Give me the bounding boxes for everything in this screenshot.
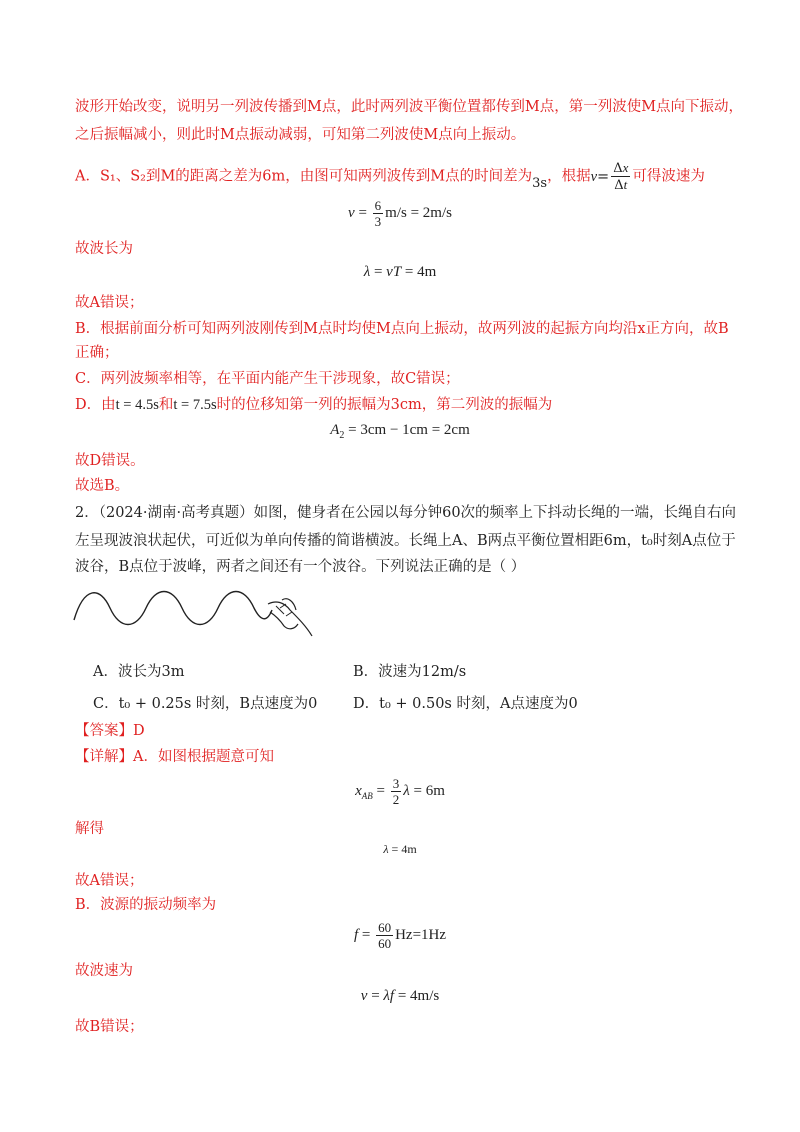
- text-line: 故A错误；: [75, 873, 144, 889]
- equation-frequency: f = $\frac{60}{60}$ Hz=1Hz: [353, 920, 447, 951]
- math-inline: t = 4.5s: [115, 397, 159, 413]
- text-line: [75, 160, 740, 193]
- text-segment: ，根据: [547, 168, 591, 185]
- text-line: 故波长为: [75, 241, 133, 257]
- rope-wave-figure: [72, 580, 317, 638]
- text-line: B．根据前面分析可知两列波刚传到M点时均使M点向上振动，故两列波的起振方向均沿x正方向，故B: [75, 321, 729, 337]
- text-line: B．波源的振动频率为: [75, 897, 217, 913]
- equation-xab: $x_{AB}$ = $\frac{3}{2}$ λ = 6m: [355, 776, 445, 807]
- question-text: 2．（2024·湖南·高考真题）如图，健身者在公园以每分钟60次的频率上下抖动长绳的一端，长绳自右向: [75, 505, 737, 521]
- equation-speed-2: v = λf = 4m/s: [360, 988, 440, 1004]
- text-segment: A．S₁、S₂到M的距离之差为6m，由图可知两列波传到M点的时间差为: [75, 168, 533, 185]
- text-line: 波形开始改变，说明另一列波传播到M点，此时两列波平衡位置都传到M点，第一列波使M点向下振动，: [75, 99, 744, 115]
- equation-amplitude: $A_2 = 3cm - 1cm = 2cm$: [330, 422, 470, 441]
- text-line: 正确；: [75, 345, 119, 361]
- text-line: 故B错误；: [75, 1019, 144, 1035]
- text-line: 故A错误；: [75, 295, 144, 311]
- equation-wavelength: λ = vT = 4m: [363, 264, 437, 280]
- text-line: 故选B。: [75, 478, 130, 494]
- text-line: 之后振幅减小，则此时M点振动减弱，可知第二列波使M点向上振动。: [75, 127, 526, 143]
- text-segment: 和: [158, 397, 174, 413]
- equation-lambda: λ = 4m: [383, 842, 417, 856]
- text-segment: 可得波速为: [632, 168, 705, 185]
- question-text: 波谷，B点位于波峰，两者之间还有一个波谷。下列说法正确的是（ ）: [75, 559, 526, 575]
- text-line: 故D错误。: [75, 453, 145, 469]
- question-text: 左呈现波浪状起伏，可近似为单向传播的简谐横波。长绳上A、B两点平衡位置相距6m，t₀时刻A点位于: [75, 533, 736, 549]
- math-inline: t = 7.5s: [173, 397, 217, 413]
- answer-line: 【答案】D: [75, 723, 145, 739]
- text-line: 解得: [75, 821, 104, 837]
- text-segment: 时的位移知第一列的振幅为3cm，第二列波的振幅为: [216, 397, 553, 413]
- detail-line: 【详解】A．如图根据题意可知: [75, 749, 274, 765]
- option-b[interactable]: B．波速为12m/s: [353, 664, 467, 680]
- text-line: 故波速为: [75, 963, 133, 979]
- option-d[interactable]: D．t₀ + 0.50s 时刻，A点速度为0: [353, 696, 578, 712]
- option-a[interactable]: A．波长为3m: [93, 664, 185, 680]
- text-line: C．两列波频率相等，在平面内能产生干涉现象，故C错误；: [75, 371, 460, 387]
- equation-speed: v = $\frac{6}{3}$ m/s = 2m/s: [348, 198, 452, 229]
- math-inline: 3s: [532, 175, 548, 191]
- option-c[interactable]: C．t₀ + 0.25s 时刻，B点速度为0: [93, 696, 318, 712]
- text-segment: D．由: [75, 397, 116, 413]
- text-line: [75, 394, 740, 416]
- formula-v-dx-dt: v= $\frac{\Delta x}{\Delta t}$: [590, 160, 629, 193]
